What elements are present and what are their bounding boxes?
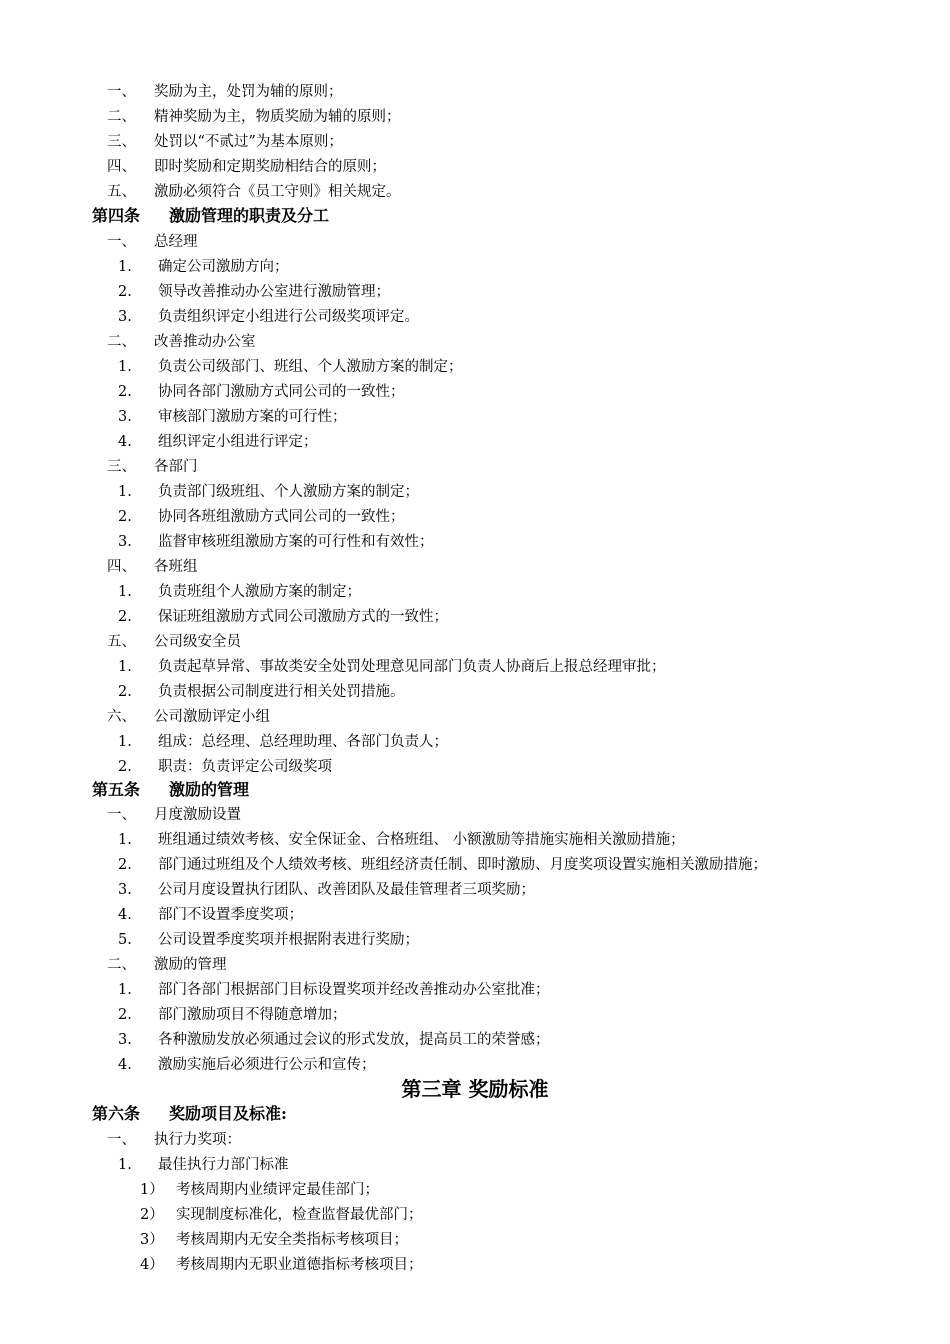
list-item-number: 三、 (107, 134, 136, 150)
list-item-text: 即时奖励和定期奖励相结合的原则； (154, 159, 386, 175)
list-item (0, 582, 950, 602)
list-item-text: 各种激励发放必须通过会议的形式发放，提高员工的荣誉感； (158, 1032, 550, 1048)
article-number: 第五条 (92, 780, 141, 799)
list-item (0, 905, 950, 925)
list-item-text: 部门激励项目不得随意增加； (158, 1007, 347, 1023)
list-item-number: 4. (118, 907, 132, 923)
list-item-text: 公司级安全员 (154, 634, 241, 650)
list-item-text: 处罚以“不贰过”为基本原则； (154, 134, 343, 150)
list-item-number: 四、 (107, 559, 136, 575)
list-item-text: 部门通过班组及个人绩效考核、班组经济责任制、即时激励、月度奖项设置实施相关激励措施； (158, 857, 767, 873)
list-item-number: 3. (118, 409, 132, 425)
list-item (0, 1205, 950, 1225)
list-item-number: 一、 (107, 84, 136, 100)
list-item-number: 2. (118, 1007, 132, 1023)
list-item-number: 4） (140, 1257, 164, 1273)
list-item-text: 最佳执行力部门标准 (158, 1157, 289, 1173)
list-item (0, 707, 950, 727)
list-item-number: 五、 (107, 184, 136, 200)
list-item (0, 930, 950, 950)
list-item-text: 班组通过绩效考核、安全保证金、合格班组、 小额激励等措施实施相关激励措施； (158, 832, 685, 848)
article-title: 奖励项目及标准: (169, 1104, 287, 1123)
list-item (0, 507, 950, 527)
list-item (0, 557, 950, 577)
list-item (0, 980, 950, 1000)
list-item-text: 负责起草异常、事故类安全处罚处理意见同部门负责人协商后上报总经理审批； (158, 659, 666, 675)
list-item-text: 执行力奖项： (154, 1132, 241, 1148)
list-item-number: 2. (118, 609, 132, 625)
list-item-text: 月度激励设置 (154, 807, 241, 823)
list-item-text: 监督审核班组激励方案的可行性和有效性； (158, 534, 434, 550)
list-item-number: 一、 (107, 807, 136, 823)
list-item-text: 精神奖励为主，物质奖励为辅的原则； (154, 109, 401, 125)
list-item (0, 532, 950, 552)
list-item-text: 考核周期内无职业道德指标考核项目； (176, 1257, 423, 1273)
list-item (0, 257, 950, 277)
list-item-number: 2. (118, 384, 132, 400)
list-item (0, 382, 950, 402)
list-item (0, 1055, 950, 1075)
list-item (0, 407, 950, 427)
list-item-number: 一、 (107, 234, 136, 250)
list-item-text: 考核周期内无安全类指标考核项目； (176, 1232, 408, 1248)
list-item (0, 307, 950, 327)
list-item-text: 激励的管理 (154, 957, 227, 973)
list-item-number: 2. (118, 684, 132, 700)
list-item-number: 二、 (107, 957, 136, 973)
list-item (0, 955, 950, 975)
list-item (0, 855, 950, 875)
list-item-text: 保证班组激励方式同公司激励方式的一致性； (158, 609, 448, 625)
list-item-number: 2. (118, 284, 132, 300)
list-item (0, 232, 950, 252)
list-item-number: 1. (118, 484, 132, 500)
list-item-number: 3. (118, 309, 132, 325)
list-item-number: 1. (118, 832, 132, 848)
list-item-number: 五、 (107, 634, 136, 650)
chapter-title: 第三章 奖励标准 (401, 1077, 549, 1101)
list-item-number: 4. (118, 434, 132, 450)
list-item-number: 1. (118, 659, 132, 675)
list-item (0, 805, 950, 825)
list-item-text: 职责：负责评定公司级奖项 (158, 759, 332, 775)
list-item-number: 2. (118, 857, 132, 873)
list-item-number: 3. (118, 534, 132, 550)
list-item-number: 3. (118, 1032, 132, 1048)
list-item (0, 757, 950, 777)
list-item-number: 1. (118, 1157, 132, 1173)
list-item (0, 107, 950, 127)
list-item-text: 各部门 (154, 459, 198, 475)
list-item-number: 4. (118, 1057, 132, 1073)
list-item (0, 830, 950, 850)
list-item (0, 332, 950, 352)
list-item-number: 三、 (107, 459, 136, 475)
list-item-number: 2. (118, 759, 132, 775)
article-title: 激励管理的职责及分工 (169, 206, 330, 225)
list-item-number: 1） (140, 1182, 164, 1198)
list-item-text: 总经理 (154, 234, 198, 250)
list-item (0, 82, 950, 102)
list-item-text: 领导改善推动办公室进行激励管理； (158, 284, 390, 300)
list-item-text: 激励实施后必须进行公示和宣传； (158, 1057, 376, 1073)
list-item-text: 考核周期内业绩评定最佳部门； (176, 1182, 379, 1198)
list-item-text: 奖励为主，处罚为辅的原则； (154, 84, 343, 100)
list-item-number: 四、 (107, 159, 136, 175)
list-item (0, 357, 950, 377)
list-item-number: 1. (118, 584, 132, 600)
list-item-text: 激励必须符合《员工守则》相关规定。 (154, 184, 401, 200)
list-item-text: 实现制度标准化，检查监督最优部门； (176, 1207, 423, 1223)
article-title: 激励的管理 (169, 780, 250, 799)
list-item-text: 公司月度设置执行团队、改善团队及最佳管理者三项奖励； (158, 882, 535, 898)
list-item-text: 审核部门激励方案的可行性； (158, 409, 347, 425)
list-item-number: 3. (118, 882, 132, 898)
list-item (0, 682, 950, 702)
list-item-text: 确定公司激励方向； (158, 259, 289, 275)
list-item-text: 负责部门级班组、个人激励方案的制定； (158, 484, 419, 500)
list-item-text: 负责根据公司制度进行相关处罚措施。 (158, 684, 405, 700)
list-item-text: 负责班组个人激励方案的制定； (158, 584, 361, 600)
list-item (0, 607, 950, 627)
list-item (0, 1230, 950, 1250)
list-item-number: 3） (140, 1232, 164, 1248)
list-item-text: 负责公司级部门、班组、个人激励方案的制定； (158, 359, 463, 375)
list-item-number: 1. (118, 734, 132, 750)
list-item (0, 880, 950, 900)
list-item (0, 457, 950, 477)
list-item (0, 157, 950, 177)
list-item-number: 2） (140, 1207, 164, 1223)
list-item-text: 组织评定小组进行评定； (158, 434, 318, 450)
article-number: 第四条 (92, 206, 141, 225)
list-item (0, 1030, 950, 1050)
list-item (0, 1180, 950, 1200)
list-item (0, 1130, 950, 1150)
list-item (0, 282, 950, 302)
article-number: 第六条 (92, 1104, 141, 1123)
list-item (0, 132, 950, 152)
list-item-text: 公司设置季度奖项并根据附表进行奖励； (158, 932, 419, 948)
list-item (0, 182, 950, 202)
list-item-text: 负责组织评定小组进行公司级奖项评定。 (158, 309, 419, 325)
list-item-number: 1. (118, 259, 132, 275)
list-item (0, 657, 950, 677)
list-item-text: 组成：总经理、总经理助理、各部门负责人； (158, 734, 448, 750)
list-item-text: 各班组 (154, 559, 198, 575)
list-item-number: 2. (118, 509, 132, 525)
list-item-text: 协同各班组激励方式同公司的一致性； (158, 509, 405, 525)
list-item-number: 一、 (107, 1132, 136, 1148)
list-item-number: 5. (118, 932, 132, 948)
list-item-number: 1. (118, 982, 132, 998)
list-item-text: 改善推动办公室 (154, 334, 256, 350)
list-item-number: 1. (118, 359, 132, 375)
list-item-text: 协同各部门激励方式同公司的一致性； (158, 384, 405, 400)
list-item-text: 公司激励评定小组 (154, 709, 270, 725)
list-item-number: 六、 (107, 709, 136, 725)
list-item (0, 432, 950, 452)
list-item-text: 部门不设置季度奖项； (158, 907, 303, 923)
list-item-number: 二、 (107, 109, 136, 125)
list-item (0, 482, 950, 502)
list-item (0, 1255, 950, 1275)
list-item (0, 732, 950, 752)
list-item (0, 1005, 950, 1025)
list-item-number: 二、 (107, 334, 136, 350)
list-item (0, 632, 950, 652)
list-item (0, 1155, 950, 1175)
list-item-text: 部门各部门根据部门目标设置奖项并经改善推动办公室批准； (158, 982, 550, 998)
